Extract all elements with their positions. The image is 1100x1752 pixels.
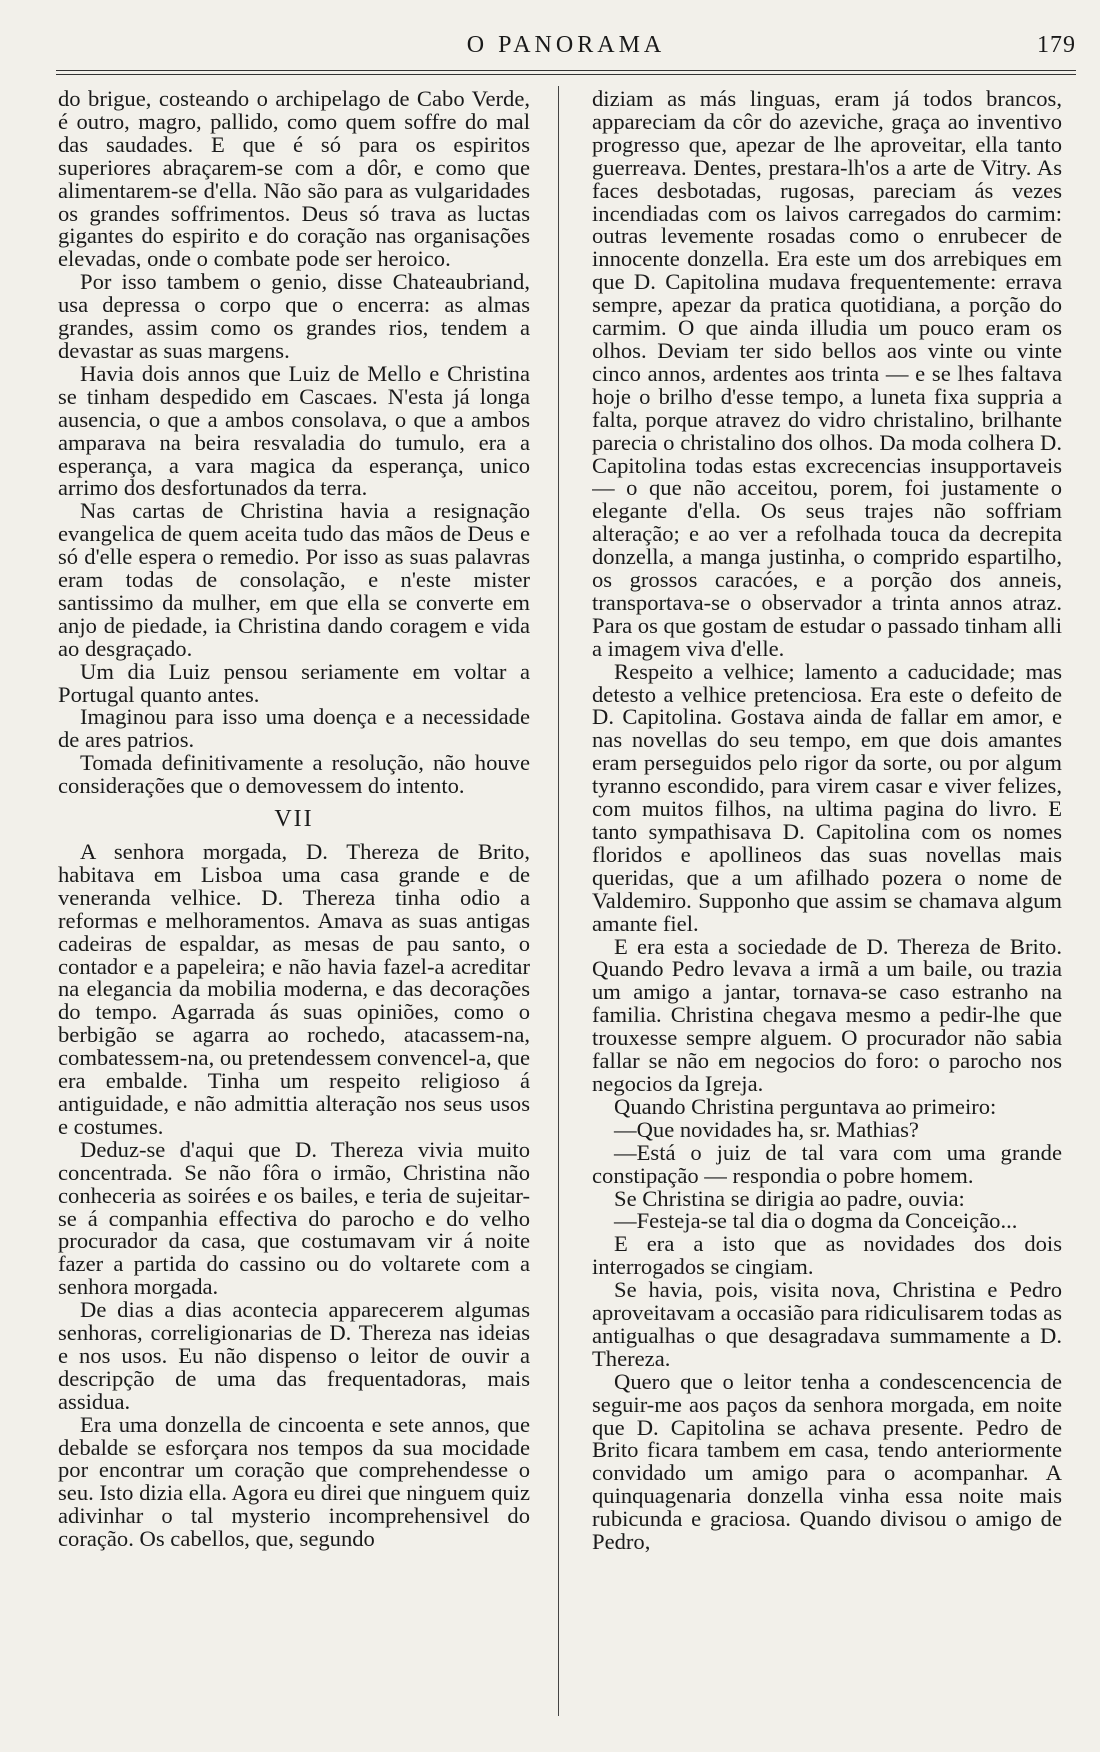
header-rule: [56, 70, 1076, 71]
paragraph: Quero que o leitor tenha a condescencencia de seguir-me aos paços da senhora morgada, em noite que D. Capitolina se achava presente. Pedro de Brito ficara tambem em casa, tendo anteriormente convidado um amigo para o acompanhar. A quinquagenaria donzella vinha essa noite mais rubicunda e graciosa. Quando divisou o amigo de Pedro,: [592, 1368, 1062, 1555]
paragraph: Se Christina se dirigia ao padre, ouvia:: [614, 1185, 965, 1211]
header-rule-double: [56, 74, 1076, 75]
paragraph: diziam as más linguas, eram já todos brancos, appareciam da côr do azeviche, graça ao inventivo progresso que, apezar de lhe aproveitar, ella tanto guerreava. Dentes, prestara-lh'os a arte de Vitry. As faces desbotadas, rugosas, pareciam ás vezes incendiadas com os laivos carregados do carmim: outras levemente rosadas como o enrubecer de innocente donzella. Era este um dos arrebiques em que D. Capitolina mudava frequentemente: errava sempre, apezar da pratica quotidiana, a porção do carmim. O que ainda illudia um pouco eram os olhos. Deviam ter sido bellos aos vinte ou vinte cinco annos, ardentes aos trinta — e se lhes faltava hoje o brilho d'esse tempo, a luneta fixa suppria a falta, porque atravez do vidro christalino, brilhante parecia o christalino dos olhos. Da moda colhera D. Capitolina todas estas excrecencias insupportaveis — o que não acceitou, porem, foi justamente o elegante d'ella. Os seus trajes não soffriam alteração; e ao ver a refolhada touca da decrepita donzella, a manga justinha, o comprido espartilho, os grossos caracóes, e a porção dos anneis, transportava-se o observador a trinta annos atraz. Para os que gostam de estudar o passado tinham alli a imagem viva d'elle.: [592, 88, 1062, 661]
paragraph: do brigue, costeando o archipelago de Cabo Verde, é outro, magro, pallido, como quem soffre do mal das saudades. E que é só para os espiritos superiores abraçarem-se com a dôr, e como que alimentarem-se d'ella. Não são para as vulgaridades os grandes soffrimentos. Deus só trava as luctas gigantes do espirito e do coração nas organisações elevadas, onde o combate pode ser heroico.: [58, 88, 530, 272]
paragraph: E era a isto que as novidades dos dois interrogados se cingiam.: [592, 1231, 1062, 1280]
paragraph: E era esta a sociedade de D. Thereza de Brito. Quando Pedro levava a irmã a um baile, ou trazia um amigo a jantar, tornava-se caso estranho na familia. Christina chegava mesmo a pedir-lhe que trouxesse sempre alguem. O procurador não sabia fallar se não em negocios do foro: o parocho nos negocios da Igreja.: [592, 933, 1062, 1096]
paragraph: Quando Christina perguntava ao primeiro:: [614, 1093, 997, 1119]
paragraph: Imaginou para isso uma doença e a necessidade de ares patrios.: [58, 704, 530, 753]
right-column: [592, 88, 1062, 1716]
chapter-heading: VII: [274, 806, 314, 833]
paragraph: A senhora morgada, D. Thereza de Brito, habitava em Lisboa uma casa grande e de veneranda velhice. D. Thereza tinha odio a reformas e melhoramentos. Amava as suas antigas cadeiras de espaldar, as mesas de pau santo, o contador e a papeleira; e não havia fazel-a acreditar na elegancia da mobilia moderna, e das decorações do tempo. Agarrada ás suas opiniões, como o berbigão se agarra ao rochedo, atacassem-na, combatessem-na, ou pretendessem convencel-a, que era embalde. Tinha um respeito religioso á antiguidade, e não admittia alteração nos seus usos e costumes.: [58, 839, 530, 1139]
paragraph: Nas cartas de Christina havia a resignação evangelica de quem aceita tudo das mãos de Deus e só d'elle espera o remedio. Por isso as suas palavras eram todas de consolação, e n'este mister santissimo da mulher, em que ella se converte em anjo de piedade, ia Christina dando coragem e vida ao desgraçado.: [58, 498, 530, 661]
masthead-title: O PANORAMA: [466, 32, 666, 58]
page-header: [56, 30, 1076, 64]
dialogue-line: —Que novidades ha, sr. Mathias?: [614, 1116, 919, 1142]
paragraph: Havia dois annos que Luiz de Mello e Christina se tinham despedido em Cascaes. N'esta já longa ausencia, o que a ambos consolava, o que a ambos amparava na beira resvaladia do tumulo, era a esperança, a vara magica da esperança, unico arrimo dos desfortunados da terra.: [58, 360, 530, 501]
paragraph: Por isso tambem o genio, disse Chateaubriand, usa depressa o corpo que o encerra: as almas grandes, assim como os grandes rios, tendem a devastar as suas margens.: [58, 269, 530, 363]
paragraph: Um dia Luiz pensou seriamente em voltar a Portugal quanto antes.: [58, 658, 530, 707]
page-number: 179: [1037, 32, 1076, 58]
paragraph: Se havia, pois, visita nova, Christina e Pedro aproveitavam a occasião para ridiculisarem todas as antigualhas o que desagradava summamente a D. Thereza.: [592, 1277, 1062, 1371]
dialogue-line: —Festeja-se tal dia o dogma da Conceição...: [614, 1208, 1018, 1234]
paragraph: Era uma donzella de cincoenta e sete annos, que debalde se esforçara nos tempos da sua mocidade por encontrar um coração que comprehendesse o seu. Isto dizia ella. Agora eu direi que ninguem quiz adivinhar o tal mysterio incomprehensivel do coração. Os cabellos, que, segundo: [58, 1411, 530, 1552]
paragraph: De dias a dias acontecia apparecerem algumas senhoras, correligionarias de D. Thereza nas ideias e nos usos. Eu não dispenso o leitor de ouvir a descripção de uma das frequentadoras, mais assidua.: [58, 1297, 530, 1414]
paragraph: Deduz-se d'aqui que D. Thereza vivia muito concentrada. Se não fôra o irmão, Christina não conheceria as soirées e os bailes, e teria de sujeitar-se á companhia effectiva do parocho e do velho procurador da casa, que costumavam vir á noite fazer a partida do cassino ou do voltarete com a senhora morgada.: [58, 1136, 530, 1300]
paragraph: Respeito a velhice; lamento a caducidade; mas detesto a velhice pretenciosa. Era este o defeito de D. Capitolina. Gostava ainda de fallar em amor, e nas novellas do seu tempo, em que dois amantes eram perseguidos pelo rigor da sorte, ou por algum tyranno escondido, para virem casar e viver felizes, com muitos filhos, na ultima pagina do livro. E tanto sympathisava D. Capitolina com os nomes floridos e apollineos das suas novellas mais queridas, que a um afilhado pozera o nome de Valdemiro. Supponho que assim se chamava algum amante fiel.: [592, 658, 1062, 936]
left-column: [58, 88, 530, 1716]
dialogue-line: —Está o juiz de tal vara com uma grande constipação — respondia o pobre homem.: [592, 1139, 1062, 1188]
column-divider: [558, 86, 559, 1716]
paragraph: Tomada definitivamente a resolução, não houve considerações que o demovessem do intento.: [58, 750, 530, 799]
